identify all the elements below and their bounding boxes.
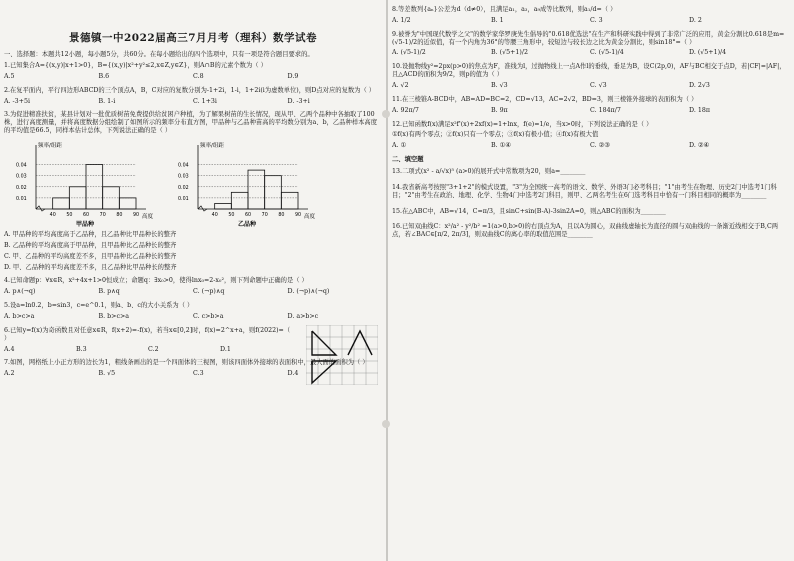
option-c: C. 1+3i <box>193 97 217 105</box>
histogram-bar <box>119 198 136 209</box>
histogram-yi <box>176 139 316 227</box>
option-a: A. p∧(¬q) <box>4 288 36 296</box>
question-13: 13.二项式(x² - a/√x)⁵ (a>0)的展开式中常数项为20，则a=________ <box>392 168 586 176</box>
question-stem: 8.等差数列{aₙ}公差为d（d≠0），且满足a₁，a₃，a₉成等比数列，则a₁/d=（ ） <box>392 6 617 13</box>
options-row <box>4 73 382 81</box>
section2-header: 二、填空题 <box>392 156 424 164</box>
question-stem: 1.已知集合A={(x,y)|x+1>0}，B={(x,y)|x²+y²≤2,x∈Z,y∈Z}，则A∩B的元素个数为（ ） <box>4 61 267 69</box>
x-axis-label: 高度 <box>304 214 316 220</box>
option-d: D.4 <box>287 370 299 378</box>
histogram-bar <box>248 170 265 209</box>
question-stem: 7.如图，网格纸上小正方形的边长为1，粗线条画出的是一个四面体的三视图，则该四面体外接球的表面积中，最大面的面积为（ ） <box>4 359 369 367</box>
y-tick-label: 0.03 <box>16 174 27 180</box>
option-c: C. (¬p)∧q <box>193 288 225 296</box>
option-c: C.2 <box>148 345 159 353</box>
option-a: A.5 <box>4 72 15 80</box>
option-a: A.4 <box>4 345 15 353</box>
chart-caption: 乙品种 <box>238 221 257 227</box>
right-column <box>392 6 788 242</box>
option-a: A. 1/2 <box>392 16 411 24</box>
question-12 <box>392 121 788 151</box>
y-tick-label: 0.04 <box>16 163 27 169</box>
question-4 <box>4 277 382 296</box>
question-stem: 2.在复平面内，平行四边形ABCD的三个顶点A，B，C对应的复数分别为-1+2i，1-i，1+2i(i为虚数单位)，则D点对应的复数为（ ） <box>4 86 376 94</box>
axis-break <box>198 206 207 211</box>
option-b: B. 9π <box>491 106 508 114</box>
three-view-grid-figure <box>306 325 378 385</box>
question-stem: 12.已知函数f(x)满足x²f'(x)+2xf(x)=1+lnx，f(e)=1/e，当x>0时，下列说法正确的是（ ） <box>392 120 653 128</box>
histogram-bar <box>231 192 248 209</box>
options-row <box>392 17 788 25</box>
option-d: D. (¬p)∧(¬q) <box>287 288 330 296</box>
option-a: A. 甲品种的平均高度高于乙品种，且乙品种比甲品种长的整齐 <box>4 231 177 238</box>
option-c: C. 3 <box>590 16 603 24</box>
option-c: C. c>b>a <box>193 313 224 321</box>
option-a: A.2 <box>4 370 15 378</box>
option-b: B. (√5+1)/2 <box>491 49 528 57</box>
option-b: B. ①④ <box>491 142 511 150</box>
x-tick-label: 80 <box>278 213 285 218</box>
option-b: B.6 <box>98 72 110 80</box>
options-row <box>392 142 788 150</box>
option-b: B. p∧q <box>98 288 120 296</box>
options-row <box>392 82 788 90</box>
option-c: C. 甲、乙品种的平均高度差不多，且甲品种比乙品种长的整齐 <box>4 252 177 260</box>
option-b: B. 1-i <box>98 97 116 105</box>
option-c: C. √3 <box>590 82 607 90</box>
option-a: A. -3+5i <box>4 97 30 105</box>
x-tick-label: 50 <box>66 213 73 218</box>
x-axis-label: 高度 <box>142 214 154 220</box>
option-d: D. 18π <box>689 106 710 114</box>
question-16: 16.已知双曲线C：x²/a² - y²/b² =1(a>0,b>0)的右顶点为A，且以A为圆心，双曲线虚轴长为直径的圆与双曲线的一条渐近线相交于B,C两点，若∠BAC∈[π/2, 2π/3]，则双曲线C的离心率的取值范围是________ <box>392 223 779 239</box>
y-axis-label: 频率/组距 <box>38 143 62 149</box>
options-row <box>4 98 382 106</box>
option-b: B. 乙品种的平均高度高于甲品种，且甲品种比乙品种长的整齐 <box>4 241 177 249</box>
option-d: D.9 <box>287 72 299 80</box>
question-2 <box>4 87 382 106</box>
left-column <box>4 6 382 384</box>
histogram-bar <box>103 187 120 209</box>
question-stem: 4.已知命题p：∀x∈R，x²+4x+1>0恒成立；命题q：∃x₀>0，使得lnx₀=2-x₀²，则下列命题中正确的是（ ） <box>4 277 308 285</box>
y-tick-label: 0.02 <box>178 185 189 191</box>
question-6 <box>4 327 382 354</box>
section1-header: 一、选择题：本题共12小题，每小题5分，共60分。在每小题给出的四个选项中，只有一项是符合题目要求的。 <box>4 51 314 59</box>
options-row <box>392 107 788 115</box>
option-c: C.3 <box>193 370 204 378</box>
histogram-bar <box>265 176 282 209</box>
question-11 <box>392 96 788 115</box>
question-stem: 6.已知y=f(x)为奇函数且对任意x∈R，f(x+2)=-f(x)，若当x∈[0,2]时，f(x)=2^x+a，则f(2022)=（ ） <box>4 326 291 342</box>
options-row <box>4 288 382 296</box>
question-15: 15.在△ABC中，AB=√14，C=π/3，且sinC+sin(B-A)-3sin2A=0，则△ABC的面积为________ <box>392 207 666 215</box>
option-a: A. (√5-1)/2 <box>392 49 426 57</box>
option-c: C. 184π/7 <box>590 106 621 114</box>
question-sub-statements: ①f(x)有两个零点；②f(x)只有一个零点；③f(x)有极小值；④f(x)有极大值 <box>392 131 599 139</box>
option-a: A. 92π/7 <box>392 106 419 114</box>
x-tick-label: 40 <box>211 213 218 218</box>
histogram-bar <box>281 192 298 209</box>
option-c: C. ②③ <box>590 142 610 150</box>
option-d: D. (√5+1)/4 <box>689 49 727 57</box>
question-10 <box>392 63 788 90</box>
chart-caption: 甲品种 <box>76 221 95 227</box>
option-a: A. √2 <box>392 82 409 90</box>
question-8 <box>392 6 788 25</box>
options-row <box>4 346 292 354</box>
question-stem: 9.被誉为"中国现代数学之父"的数学家华罗庚先生倡导的"0.618优选法"在生产和科研实践中得到了非常广泛的应用，黄金分割比0.618是m=(√5-1)/2的近似值，有一个内角为36°的等腰三角形中，较短边与较长边之比为黄金分割比，则sin18°=（ ） <box>392 30 785 46</box>
x-tick-label: 60 <box>83 213 90 218</box>
scan-hole-mark <box>382 420 390 428</box>
option-d: D. 2√3 <box>689 82 710 90</box>
histogram-jia <box>14 139 154 227</box>
option-b: B.3 <box>76 345 87 353</box>
x-tick-label: 60 <box>245 213 252 218</box>
x-tick-label: 90 <box>295 213 302 218</box>
option-d: D. a>b>c <box>287 313 319 321</box>
exam-title: 景德镇一中2022届高三7月月考（理科）数学试卷 <box>68 32 318 44</box>
option-d: D. 2 <box>689 16 702 24</box>
x-tick-label: 80 <box>116 213 123 218</box>
question-3 <box>4 111 382 271</box>
option-b: B. b>c>a <box>98 313 129 321</box>
histogram-bar <box>53 198 70 209</box>
question-5 <box>4 302 382 321</box>
question-9 <box>392 31 788 58</box>
x-tick-label: 40 <box>49 213 56 218</box>
option-c: C. (√5-1)/4 <box>590 49 624 57</box>
option-d: D.1 <box>220 345 231 353</box>
option-a: A. b>c>a <box>4 313 35 321</box>
y-tick-label: 0.04 <box>178 163 189 169</box>
option-d: D. -3+i <box>287 97 310 105</box>
options-row <box>4 313 382 321</box>
axis-break <box>36 206 45 211</box>
option-c: C.8 <box>193 72 204 80</box>
option-d: D. 甲、乙品种的平均高度差不多，且乙品种比甲品种长的整齐 <box>4 263 177 271</box>
question-stem: 3.为促进精准扶贫，某县计划对一批优质树苗免费提供给贫困户种植，为了解果树苗的生长情况，现从甲、乙两个品种中各抽取了100株，进行高度测量，并将高度数据分组绘制了如图所示的频率分布直方图，甲品种与乙品种苗高的平均数分别为a、b，乙品种样本高度的平均值是66.5，同样本估计总体，下列说法正确的是（ ） <box>4 111 378 135</box>
option-d: D. ②④ <box>689 142 710 150</box>
option-a: A. ① <box>392 142 407 150</box>
y-tick-label: 0.02 <box>16 185 27 191</box>
question-stem: 10.设抛物线y²=2px(p>0)的焦点为F，准线为l，过抛物线上一点A作l的垂线，垂足为B，设C(2p,0)，AF与BC相交于点D，若|CF|=|AF|，且△ACD的面积为9/2，则p的值为（ ） <box>392 63 786 79</box>
question-stem: 5.设a=ln0.2，b=sin3，c=e^0.1，则a、b、c的大小关系为（ ） <box>4 302 194 310</box>
x-tick-label: 70 <box>261 213 268 218</box>
option-b: B. 1 <box>491 16 504 24</box>
option-b: B. √5 <box>98 370 116 378</box>
x-tick-label: 50 <box>228 213 235 218</box>
y-tick-label: 0.01 <box>178 196 189 202</box>
y-tick-label: 0.01 <box>16 196 27 202</box>
y-tick-label: 0.03 <box>178 174 189 180</box>
options-row <box>392 49 788 57</box>
y-axis-label: 频率/组距 <box>200 143 224 149</box>
page-divider <box>386 0 388 561</box>
x-tick-label: 70 <box>99 213 106 218</box>
scan-hole-mark <box>382 110 390 118</box>
option-b: B. √3 <box>491 82 508 90</box>
histogram-bar <box>215 203 232 209</box>
histogram-pair <box>4 139 382 227</box>
x-tick-label: 90 <box>133 213 140 218</box>
question-1 <box>4 62 382 81</box>
question-stem: 11.在三棱锥A-BCD中，AB=AD=BC=2，CD=√13，AC=2√2，BD=3，则三棱锥外接球的表面积为（ ） <box>392 95 698 103</box>
question-14: 14.我省新高考按照"3+1+2"的模式设置，"3"为全国统一高考的语文、数学、外语3门必考科目；"1"由考生在物理、历史2门中选考1门科目；"2"由考生在政治、地理、化学、生物4门中选考2门科目，则甲、乙两名考生在6门选考科目中恰有一门科目相同的概率为________ <box>392 183 777 199</box>
